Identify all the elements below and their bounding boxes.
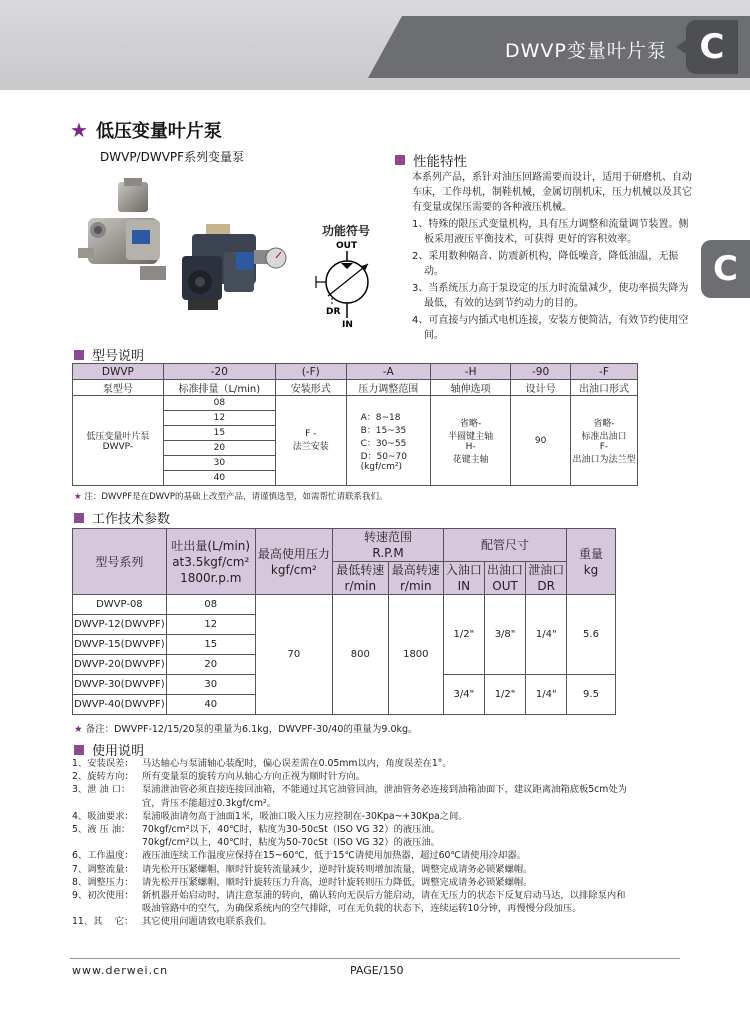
out-cell: 1/2" — [484, 675, 526, 715]
features-list — [412, 170, 694, 345]
size-cell: 08 — [163, 396, 275, 411]
footer-page-number: PAGE/150 — [350, 964, 404, 977]
shaft-cell: 省略- 半圆键主轴 H- 花键主轴 — [431, 396, 511, 486]
hdr-speed: 转速范围 R.P.M — [333, 529, 444, 562]
usage-text: 8、调整压力： — [72, 876, 134, 888]
star-icon: ★ — [74, 724, 83, 735]
symbol-label: 功能符号 — [322, 224, 371, 238]
pump-photo-1 — [78, 178, 178, 286]
pump-cell: 低压变量叶片泵 DWVP- — [73, 396, 164, 486]
label-cell: 标准排量（L/min) — [163, 380, 275, 396]
model-code-row — [73, 364, 638, 380]
chapter-tab[interactable]: C — [686, 20, 738, 74]
usage-text: 11、其 它： — [72, 916, 134, 928]
section-square-icon — [74, 513, 84, 523]
in-cell: 1/2" — [444, 595, 485, 675]
usage-text: 5、液 压 油： — [72, 824, 131, 836]
disp-cell: 15 — [166, 635, 255, 655]
feature-item: 2、采用数种隔音、防震新机构，降低噪音，降低油温，无振动。 — [412, 251, 679, 277]
label-cell: 轴伸选项 — [431, 380, 511, 396]
hdr-dr: 泄油口 DR — [526, 562, 567, 595]
model-cell: DWVP-12(DWVPF) — [73, 615, 167, 635]
hdr-minsp: 最低转速 r/min — [333, 562, 389, 595]
disp-cell: 08 — [166, 595, 255, 615]
usage-heading-text: 使用说明 — [92, 744, 145, 759]
minsp-cell: 800 — [333, 595, 389, 715]
usage-item — [72, 876, 632, 889]
dr-cell: 1/4" — [526, 595, 567, 675]
feature-item: 4、可直接与内插式电机连接，安装方便简洁，有效节约使用空间。 — [412, 315, 689, 341]
usage-text: 6、工作温度： — [72, 850, 134, 862]
mount-cell: F - 法兰安装 — [275, 396, 346, 486]
side-chapter-tab[interactable]: C — [701, 240, 750, 298]
disp-cell: 40 — [166, 695, 255, 715]
usage-item — [72, 863, 632, 876]
usage-item — [72, 757, 632, 770]
model-note-text: 注：DWVPF是在DWVP的基础上改型产品，请谨慎选型，如需帮忙请联系我们。 — [84, 492, 388, 502]
features-heading-text: 性能特性 — [413, 154, 467, 170]
model-heading — [74, 345, 144, 364]
size-cell: 30 — [163, 456, 275, 471]
code-cell: -A — [346, 364, 430, 380]
label-cell: 设计号 — [511, 380, 571, 396]
model-cell: DWVP-30(DWVPF) — [73, 675, 167, 695]
label-cell: 出油口形式 — [570, 380, 637, 396]
label-cell: 压力调整范围 — [346, 380, 430, 396]
usage-text: 泵浦泄油管必须直接连接回油箱，不能通过其它油管回油，泄油管务必连接到油箱油面下，建议距离油箱底板5cm处为宜，背压不能超过0.3kgf/cm²。 — [142, 784, 627, 809]
usage-text: 70kgf/cm²以下，40℃时，粘度为30-50cSt（ISO VG 32）的液压油。 70kgf/cm²以上，40℃时，粘度为50-70cSt（ISO VG 32）的液压油。 — [142, 824, 441, 849]
star-icon: ★ — [70, 118, 88, 142]
hdr-pipe: 配管尺寸 — [444, 529, 567, 562]
code-cell: -20 — [163, 364, 275, 380]
usage-item — [72, 810, 632, 823]
tech-note — [74, 721, 418, 735]
symbol-dr: DR — [326, 307, 341, 317]
usage-item — [72, 849, 632, 862]
section-square-icon — [395, 155, 405, 165]
disp-cell: 12 — [166, 615, 255, 635]
usage-text: 2、旋转方向： — [72, 771, 134, 783]
outlet-cell: 省略- 标准出油口 F- 出油口为法兰型 — [570, 396, 637, 486]
usage-text: 请先松开压紧螺帽，顺时针旋转压力升高，逆时针旋转则压力降低，调整完成请务必锁紧螺帽。 — [142, 876, 533, 888]
size-cell: 12 — [163, 411, 275, 426]
section-square-icon — [74, 350, 84, 360]
tech-params-table — [72, 528, 616, 715]
usage-text — [73, 396, 638, 411]
pump-symbol-diagram — [310, 236, 380, 328]
maxp-cell: 70 — [255, 595, 332, 715]
code-cell: -H — [431, 364, 511, 380]
model-cell: DWVP-15(DWVPF) — [73, 635, 167, 655]
feature-item: 3、当系统压力高于泵设定的压力时流量减少，使功率损失降为最低，有效的达到节约动力的目的。 — [412, 283, 689, 309]
size-cell: 40 — [163, 471, 275, 486]
header-title: DWVP变量叶片泵 — [505, 40, 667, 62]
hdr-series: 型号系列 — [73, 529, 167, 595]
usage-text: 4、吸油要求： — [72, 810, 134, 822]
model-cell: DWVP-20(DWVPF) — [73, 655, 167, 675]
usage-item — [72, 915, 632, 928]
tech-heading-text: 工作技术参数 — [92, 512, 171, 527]
code-cell: -90 — [511, 364, 571, 380]
usage-text: 1、安装误差： — [72, 758, 134, 769]
usage-text: 其它使用问题请致电联系我们。 — [142, 916, 273, 928]
disp-cell: 30 — [166, 675, 255, 695]
feature-item: 1、特殊的限压式变量机构，具有压力调整和流量调节装置。侧板采用液压平衡技术，可获得 更好的容积效率。 — [412, 219, 689, 245]
usage-text: 液压油连续工作温度应保持在15~60℃，低于15℃请使用加热器，超过60℃请使用冷却器。 — [142, 850, 526, 862]
tech-note-text: 备注：DWVPF-12/15/20泵的重量为6.1kg，DWVPF-30/40的重量为9.0kg。 — [85, 724, 418, 735]
model-label-row — [73, 380, 638, 396]
usage-text — [73, 529, 616, 562]
table-row — [73, 595, 616, 615]
hdr-out: 出油口 OUT — [484, 562, 526, 595]
hdr-in: 入油口 IN — [444, 562, 485, 595]
model-heading-text: 型号说明 — [92, 349, 145, 364]
maxsp-cell: 1800 — [388, 595, 444, 715]
model-code-table — [72, 363, 638, 486]
weight-cell: 9.5 — [567, 675, 616, 715]
disp-cell: 20 — [166, 655, 255, 675]
usage-text: 请先松开压紧螺帽，顺时针旋转流量减少，逆时针旋转则增加流量，调整完成请务必锁紧螺帽。 — [142, 863, 533, 875]
page-title — [70, 117, 222, 143]
star-icon: ★ — [74, 492, 82, 502]
model-cell: DWVP-40(DWVPF) — [73, 695, 167, 715]
label-cell: 泵型号 — [73, 380, 164, 396]
page-subtitle: DWVP/DWVPF系列变量泵 — [100, 150, 245, 164]
usage-text: 3、泄 油 口： — [72, 784, 131, 796]
model-cell: DWVP-08 — [73, 595, 167, 615]
section-square-icon — [74, 745, 84, 755]
symbol-out: OUT — [336, 241, 358, 251]
page-title-text: 低压变量叶片泵 — [95, 121, 222, 142]
usage-text: 新机器开始启动时，请注意泵浦的转向，确认转向无误后方能启动，请在无压力的状态下反复启动马达，以排除泵内和吸油管路中的空气，为确保系统内的空气排除，可在无负载的状态下，连续运转10分钟，再慢慢分段加压。 — [142, 890, 626, 915]
tech-heading — [74, 508, 170, 527]
usage-text: 9、初次使用： — [72, 890, 134, 902]
hdr-maxp: 最高使用压力 kgf/cm² — [255, 529, 332, 595]
weight-cell: 5.6 — [567, 595, 616, 675]
usage-item — [72, 770, 632, 783]
usage-text: 马达轴心与泵浦轴心装配时，偏心误差需在0.05mm以内，角度误差在1°。 — [142, 758, 452, 769]
pump-photo-2 — [178, 222, 290, 314]
usage-item — [72, 783, 632, 809]
code-cell: DWVP — [73, 364, 164, 380]
in-cell: 3/4" — [444, 675, 485, 715]
out-cell: 3/8" — [484, 595, 526, 675]
code-cell: (-F) — [275, 364, 346, 380]
code-cell: -F — [570, 364, 637, 380]
features-heading — [395, 150, 467, 170]
label-cell: 安装形式 — [275, 380, 346, 396]
pressure-cell: A：8~18 B：15~35 C：30~55 D：50~70 (kgf/cm²) — [346, 396, 430, 486]
footer-divider — [70, 958, 680, 959]
usage-item — [72, 889, 632, 915]
usage-item — [72, 823, 632, 849]
symbol-in: IN — [342, 320, 353, 328]
hdr-maxsp: 最高转速 r/min — [388, 562, 444, 595]
usage-text: 所有变量泵的旋转方向从轴心方向正视为顺时针方向。 — [142, 771, 366, 783]
design-cell: 90 — [511, 396, 571, 486]
size-cell: 15 — [163, 426, 275, 441]
footer-website[interactable]: www.derwei.cn — [72, 964, 169, 977]
features-intro: 本系列产品，系针对油压回路需要而设计，适用于研磨机、自动车床，工作母机，制鞋机械，金属切削机床，压力机械以及其它有变量或保压需要的各种液压机械。 — [412, 172, 692, 213]
model-note — [74, 490, 388, 502]
dr-cell: 1/4" — [526, 675, 567, 715]
usage-text: 7、调整流量： — [72, 863, 134, 875]
size-cell: 20 — [163, 441, 275, 456]
hdr-disp: 吐出量(L/min) at3.5kgf/cm² 1800r.p.m — [166, 529, 255, 595]
usage-list — [72, 757, 632, 929]
hdr-weight: 重量 kg — [567, 529, 616, 595]
usage-text: 泵浦吸油请勿高于油面1米，吸油口吸入压力应控制在-30Kpa~+30Kpa之间。 — [142, 810, 468, 822]
